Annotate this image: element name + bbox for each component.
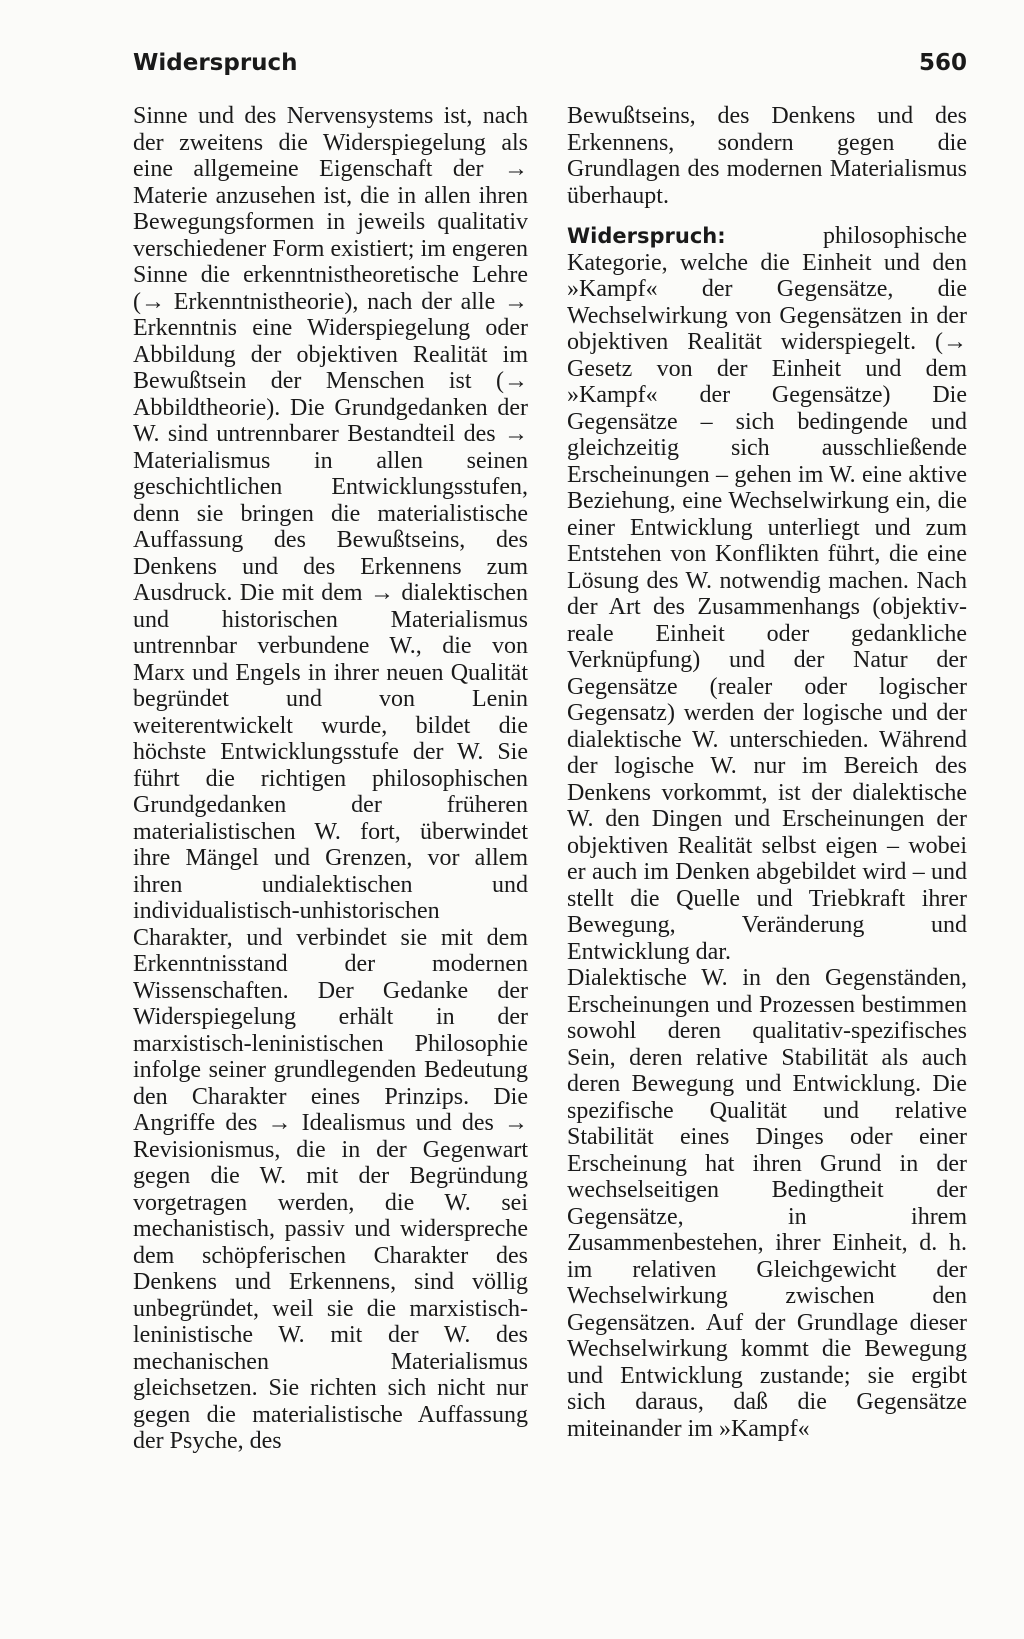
entry-widerspruch bbox=[567, 223, 967, 965]
right-column-continuation: Bewußtseins, des Denkens und des Erkennens, sondern gegen die Grundlagen des modernen Materialismus überhaupt. bbox=[567, 103, 967, 209]
right-column-paragraph-2: Dialektische W. in den Gegenständen, Erscheinungen und Prozessen bestimmen sowohl deren qualitativ-spezifisches Sein, deren relative Stabilität als auch deren Bewegung und Entwicklung. Die spezifische Qualität und relative Stabilität eines Dinges oder einer Erscheinung hat ihren Grund in der wechselseitigen Bedingtheit der Gegensätze, in ihrem Zusammenbestehen, ihrer Einheit, d. h. im relativen Gleichgewicht der Wechselwirkung zwischen den Gegensätzen. Auf der Grundlage dieser Wechselwirkung kommt die Bewegung und Entwicklung zustande; sie ergibt sich daraus, daß die Gegensätze miteinander im »Kampf« bbox=[567, 965, 967, 1442]
entry-term: Widerspruch: bbox=[567, 224, 726, 248]
left-column-paragraph: Sinne und des Nervensystems ist, nach der zweitens die Widerspiegelung als eine allgemeine Eigenschaft der → Materie anzusehen ist, die in allen ihren Bewegungsformen in jeweils qualitativ verschiedener Form existiert; im engeren Sinne die erkenntnistheoretische Lehre (→ Erkenntnistheorie), nach der alle → Erkenntnis eine Widerspiegelung oder Abbildung der objektiven Realität im Bewußtsein der Menschen ist (→ Abbildtheorie). Die Grundgedanken der W. sind untrennbarer Bestandteil des → Materialismus in allen seinen geschichtlichen Entwicklungsstufen, denn sie bringen die materialistische Auffassung des Bewußtseins, des Denkens und des Erkennens zum Ausdruck. Die mit dem → dialektischen und historischen Materialismus untrennbar verbundene W., die von Marx und Engels in ihrer neuen Qualität begründet und von Lenin weiterentwickelt wurde, bildet die höchste Entwicklungsstufe der W. Sie führt die richtigen philosophischen Grundgedanken der früheren materialistischen W. fort, überwindet ihre Mängel und Grenzen, vor allem ihren undialektischen und individualistisch-unhistorischen Charakter, und verbindet sie mit dem Erkenntnisstand der modernen Wissenschaften. Der Gedanke der Widerspiegelung erhält in der marxistisch-leninistischen Philosophie infolge seiner grundlegenden Bedeutung den Charakter eines Prinzips. Die Angriffe des → Idealismus und des → Revisionismus, die in der Gegenwart gegen die W. mit der Begründung vorgetragen werden, die W. sei mechanistisch, passiv und widerspreche dem schöpferischen Charakter des Denkens und Erkennens, sind völlig unbegründet, weil sie die marxistisch-leninistische W. mit der W. des mechanischen Materialismus gleichsetzen. Sie richten sich nicht nur gegen die materialistische Auffassung der Psyche, des bbox=[133, 103, 528, 1454]
entry-definition: philosophische Kategorie, welche die Einheit und den »Kampf« der Gegensätze, die Wechselwirkung von Gegensätzen in der objektiven Realität widerspiegelt. (→ Gesetz von der Einheit und dem »Kampf« der Gegensätze) Die Gegensätze – sich bedingende und gleichzeitig sich ausschließende Erscheinungen – gehen im W. eine aktive Beziehung, eine Wechselwirkung ein, die einer Entwicklung unterliegt und zum Entstehen von Konflikten führt, die eine Lösung des W. notwendig machen. Nach der Art des Zusammenhangs (objektiv-reale Einheit oder gedankliche Verknüpfung) und der Natur der Gegensätze (realer oder logischer Gegensatz) werden der logische und der dialektische W. unterschieden. Während der logische W. nur im Bereich des Denkens vorkommt, ist der dialektische W. den Dingen und Erscheinungen der objektiven Realität selbst eigen – wobei er auch im Denken abgebildet wird – und stellt die Quelle und Triebkraft ihrer Bewegung, Veränderung und Entwicklung dar. bbox=[567, 223, 967, 965]
right-column bbox=[567, 103, 967, 1442]
running-head bbox=[133, 50, 967, 90]
page-number: 560 bbox=[918, 50, 967, 76]
left-column bbox=[133, 103, 528, 1465]
running-head-word: Widerspruch bbox=[133, 50, 298, 76]
